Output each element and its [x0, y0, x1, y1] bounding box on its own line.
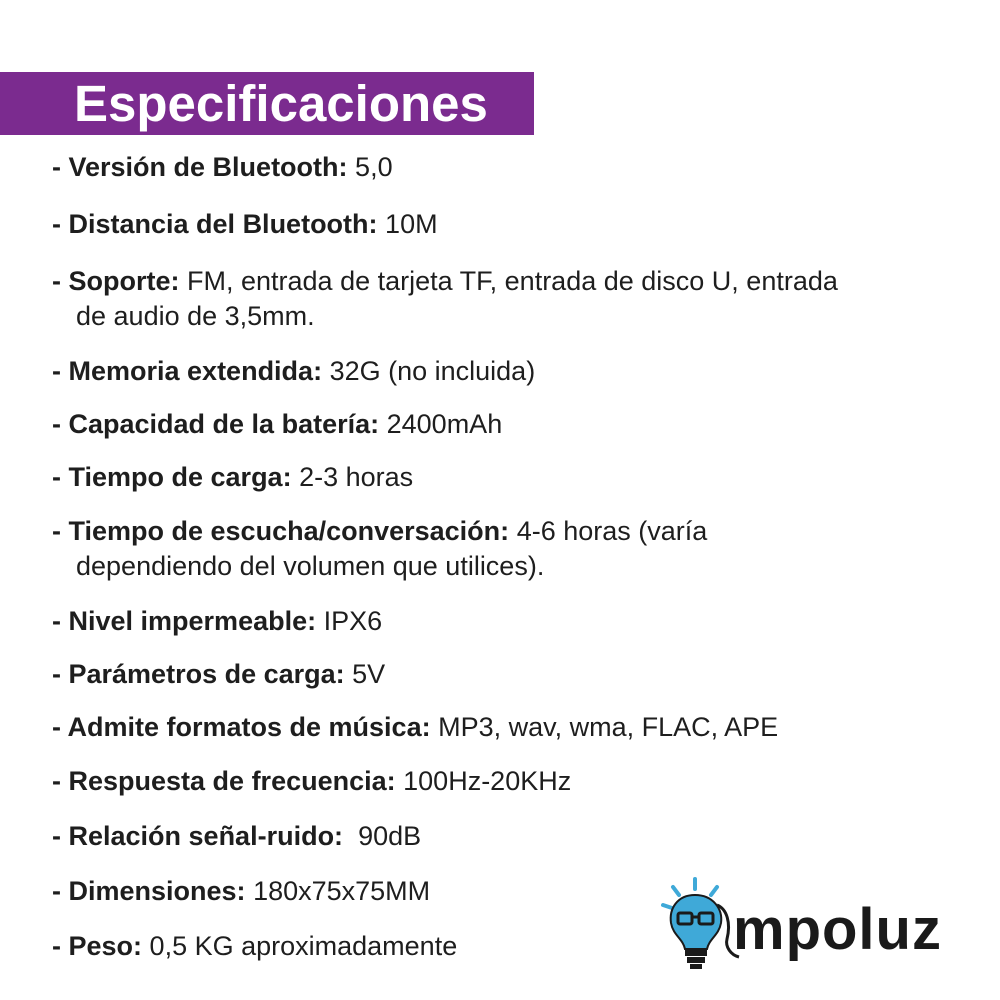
bullet-dash: -: [52, 356, 69, 386]
bullet-dash: -: [52, 516, 69, 546]
bullet-dash: -: [52, 606, 69, 636]
spec-label: Versión de Bluetooth:: [68, 152, 348, 182]
spec-label: Tiempo de escucha/conversación:: [68, 516, 510, 546]
spec-label: Tiempo de carga:: [68, 462, 292, 492]
bullet-dash: -: [52, 659, 69, 689]
spec-label: Peso:: [68, 931, 143, 961]
spec-item: [52, 819, 972, 854]
bullet-dash: -: [52, 876, 69, 906]
spec-item: [52, 407, 972, 442]
spec-value: MP3, wav, wma, FLAC, APE: [438, 712, 779, 742]
spec-label: Capacidad de la batería:: [68, 409, 380, 439]
spec-label: Relación señal-ruido:: [68, 821, 344, 851]
spec-item: [52, 514, 972, 584]
spec-item: [52, 657, 972, 692]
lightbulb-glasses-icon: [655, 875, 745, 975]
spec-value: 5V: [352, 659, 386, 689]
spec-value: 2400mAh: [386, 409, 503, 439]
bullet-dash: -: [52, 152, 69, 182]
page-title: Especificaciones: [74, 75, 488, 132]
spec-value-continued: dependiendo del volumen que utilices).: [76, 551, 545, 581]
spec-label: Memoria extendida:: [68, 356, 323, 386]
bullet-dash: -: [52, 209, 69, 239]
spec-label: Soporte:: [68, 266, 180, 296]
bullet-dash: -: [52, 712, 68, 742]
spec-value: FM, entrada de tarjeta TF, entrada de disco U, entrada: [187, 266, 838, 296]
spec-value: 5,0: [355, 152, 393, 182]
spec-label: Admite formatos de música:: [67, 712, 431, 742]
spec-label: Parámetros de carga:: [68, 659, 345, 689]
title-banner: [0, 72, 534, 135]
spec-item: [52, 604, 972, 639]
spec-value: 2-3 horas: [299, 462, 414, 492]
spec-label: Distancia del Bluetooth:: [68, 209, 378, 239]
spec-item: [52, 460, 972, 495]
spec-value: 10M: [385, 209, 438, 239]
spec-label: Dimensiones:: [68, 876, 246, 906]
spec-item: [52, 264, 972, 334]
spec-value: 100Hz-20KHz: [403, 766, 572, 796]
logo-text: mpoluz: [733, 897, 942, 962]
spec-item: [52, 710, 972, 745]
bullet-dash: -: [52, 931, 69, 961]
bullet-dash: -: [52, 462, 69, 492]
spec-label: Nivel impermeable:: [68, 606, 317, 636]
spec-value: 4-6 horas (varía: [516, 516, 708, 546]
bullet-dash: -: [52, 821, 69, 851]
spec-value: IPX6: [323, 606, 383, 636]
spec-value: 180x75x75MM: [253, 876, 431, 906]
spec-item: [52, 764, 972, 799]
spec-label: Respuesta de frecuencia:: [68, 766, 396, 796]
spec-item: [52, 354, 972, 389]
spec-value: 32G (no incluida): [329, 356, 536, 386]
spec-value: 0,5 KG aproximadamente: [149, 931, 458, 961]
bullet-dash: -: [52, 409, 69, 439]
spec-item: [52, 207, 972, 242]
bullet-dash: -: [52, 766, 69, 796]
spec-item: [52, 150, 972, 185]
spec-value: 90dB: [350, 821, 422, 851]
bullet-dash: -: [52, 266, 69, 296]
impoluz-logo: [655, 875, 965, 975]
spec-value-continued: de audio de 3,5mm.: [76, 301, 315, 331]
